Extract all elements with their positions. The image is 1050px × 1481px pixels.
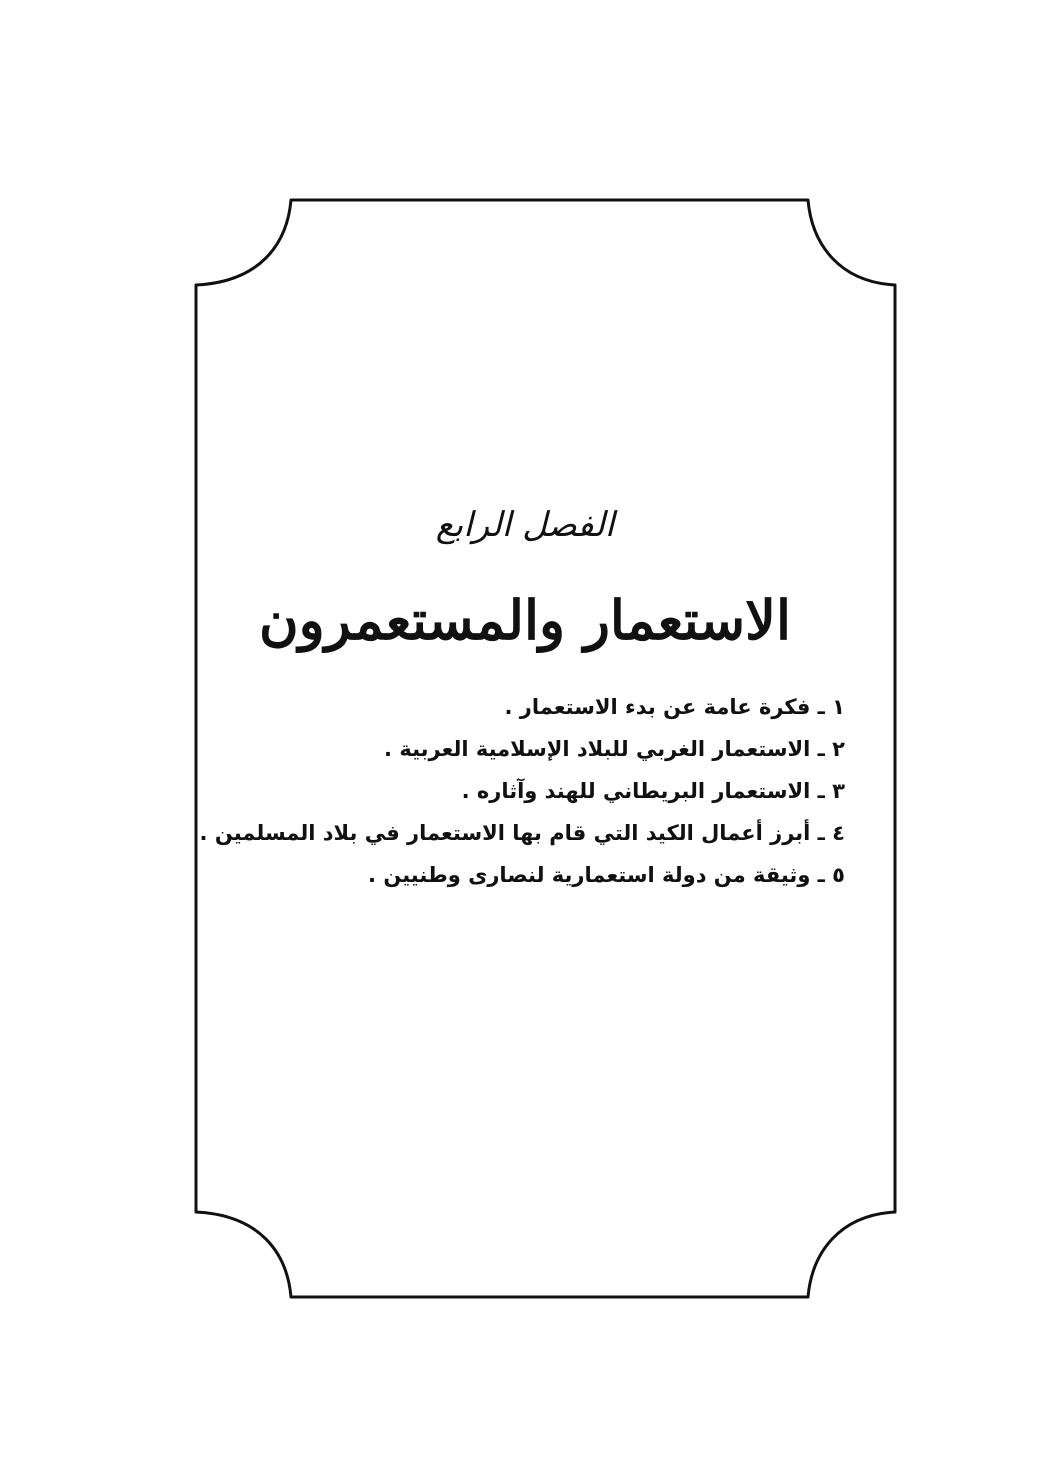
chapter-title: الاستعمار والمستعمرون	[259, 588, 791, 652]
topic-item: ١ ـ فكرة عامة عن بدء الاستعمار .	[504, 695, 845, 719]
topic-item: ٥ ـ وثيقة من دولة استعمارية لنصارى وطنيين .	[368, 863, 845, 887]
topic-item: ٣ ـ الاستعمار البريطاني للهند وآثاره .	[461, 779, 845, 803]
topic-item: ٢ ـ الاستعمار الغربي للبلاد الإسلامية العربية .	[384, 737, 845, 761]
topic-item: ٤ ـ أبرز أعمال الكيد التي قام بها الاستعمار في بلاد المسلمين .	[199, 821, 845, 845]
topics-list	[199, 686, 845, 896]
chapter-label: الفصل الرابع	[435, 505, 615, 545]
